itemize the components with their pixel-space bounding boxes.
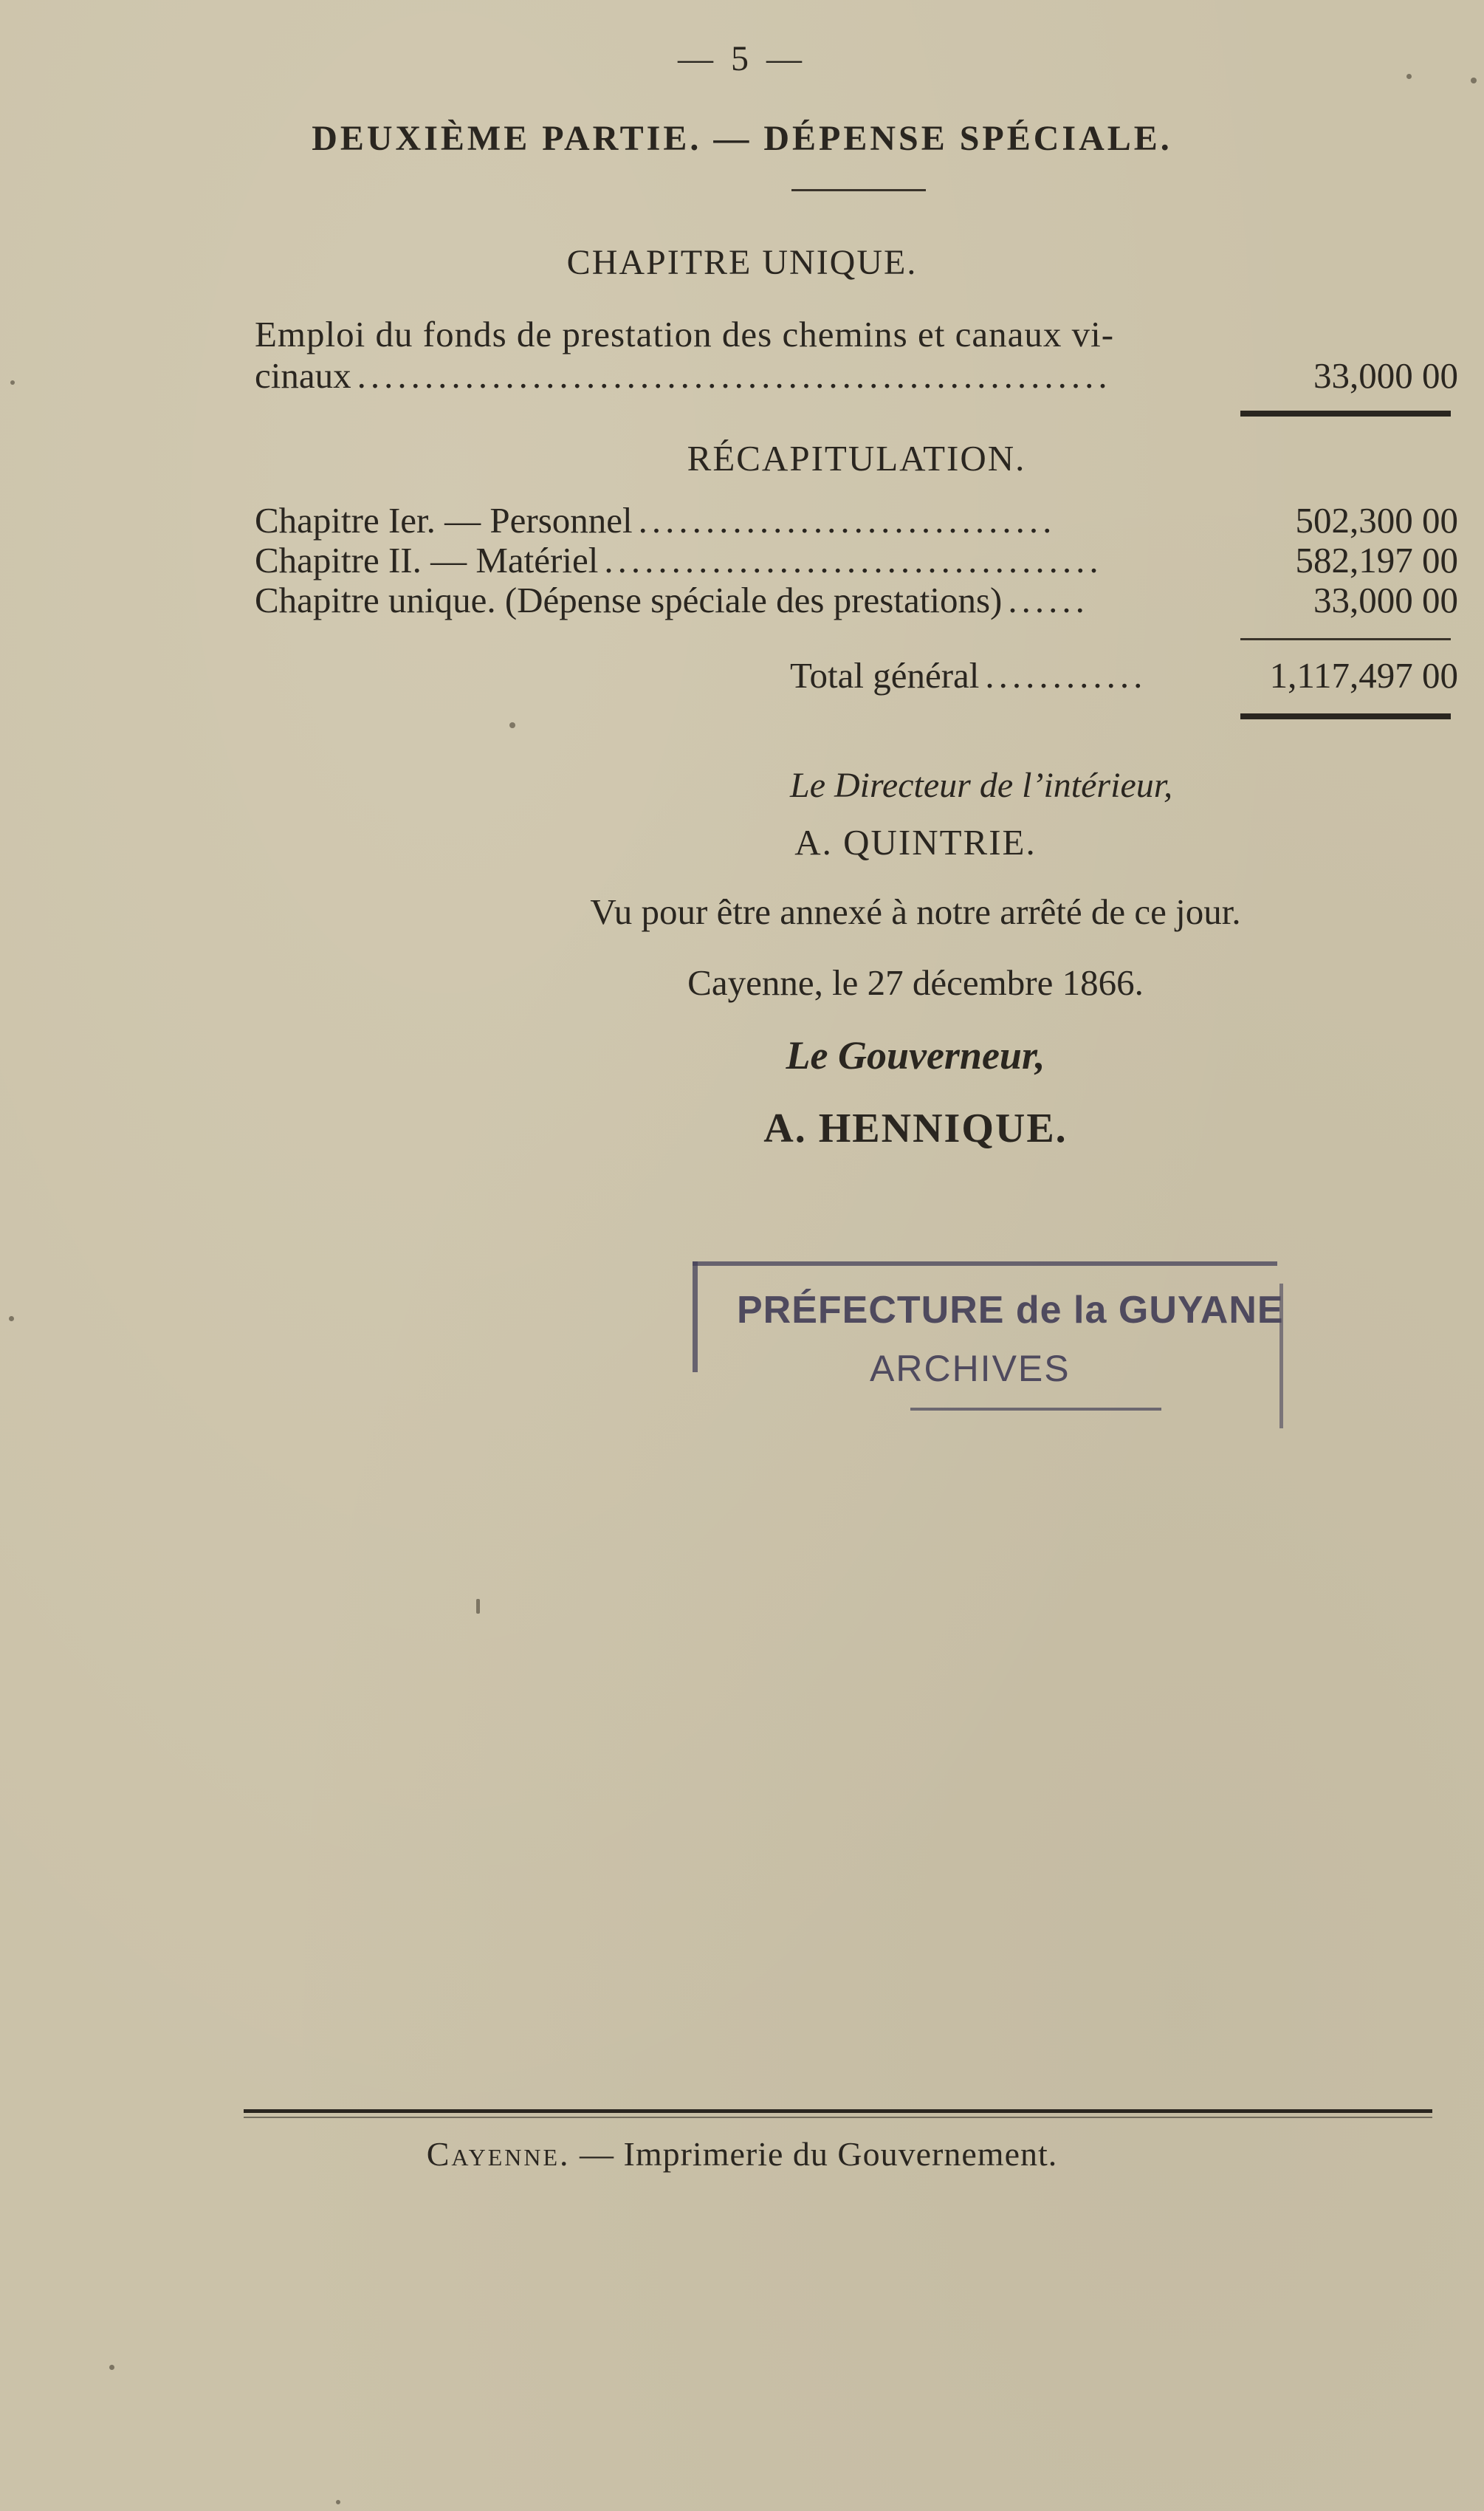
leader-dots: ........................................................: [357, 355, 1112, 396]
footer-city: Cayenne.: [426, 2135, 571, 2173]
leader-dots: ...............................: [638, 500, 1057, 541]
recap-title: RÉCAPITULATION.: [687, 438, 1026, 479]
recap-label: Chapitre unique. (Dépense spéciale des prestations): [255, 580, 1003, 620]
paper-speck: [9, 1316, 14, 1321]
directeur-name: A. QUINTRIE.: [794, 822, 1037, 863]
paper-speck: [336, 2500, 340, 2504]
recap-label: Chapitre Ier. — Personnel: [255, 500, 633, 541]
part-title: DEUXIÈME PARTIE. — DÉPENSE SPÉCIALE.: [312, 119, 1172, 158]
stamp-border-left: [693, 1261, 698, 1372]
total-row: [790, 654, 1458, 696]
footer-printer: — Imprimerie du Gouvernement.: [580, 2135, 1058, 2173]
total-underline: [1240, 713, 1451, 719]
leader-dots: ............: [985, 655, 1147, 696]
leader-dots: .....................................: [604, 540, 1103, 580]
recap-row: [255, 539, 1458, 581]
paper-speck: [509, 722, 515, 728]
paper-speck: [109, 2365, 114, 2370]
stamp-line2: ARCHIVES: [870, 1348, 1071, 1389]
emploi-amount: 33,000 00: [1313, 355, 1458, 396]
recap-label: Chapitre II. — Matériel: [255, 540, 599, 580]
leader-dots: ......: [1008, 580, 1089, 620]
footer-rule: [244, 2109, 1432, 2113]
amount-underline: [1240, 411, 1451, 417]
recap-amount: 502,300 00: [1295, 500, 1458, 541]
footer-rule-thin: [244, 2117, 1432, 2118]
paper-speck: [1471, 78, 1477, 83]
stamp-border-top: [693, 1261, 1277, 1266]
sum-rule: [1240, 638, 1451, 640]
recap-row: [255, 499, 1458, 541]
emploi-entry: [255, 354, 1458, 397]
total-label: Total général: [790, 655, 980, 696]
recap-amount: 582,197 00: [1295, 540, 1458, 580]
vu-line: Vu pour être annexé à notre arrêté de ce jour.: [590, 891, 1241, 932]
emploi-label: cinaux: [255, 355, 351, 396]
title-divider: [791, 189, 926, 191]
paper-speck: [10, 380, 15, 385]
recap-amount: 33,000 00: [1313, 580, 1458, 620]
stamp-line1: PRÉFECTURE de la GUYANE: [737, 1289, 1284, 1332]
gouverneur-name: A. HENNIQUE.: [763, 1106, 1068, 1151]
date-line: Cayenne, le 27 décembre 1866.: [687, 962, 1144, 1003]
chapter-title: CHAPITRE UNIQUE.: [566, 243, 918, 282]
gouverneur-label: Le Gouverneur,: [786, 1033, 1045, 1078]
emploi-line1: Emploi du fonds de prestation des chemins et canaux vi-: [255, 314, 1115, 354]
total-amount: 1,117,497 00: [1269, 655, 1458, 696]
page-number: — 5 —: [678, 39, 806, 78]
footer-imprint: [427, 2134, 1058, 2173]
stamp-underline: [910, 1408, 1161, 1411]
recap-row: [255, 579, 1458, 621]
directeur-label: Le Directeur de l’intérieur,: [790, 766, 1173, 805]
archives-stamp: [693, 1261, 1283, 1431]
paper-speck: [476, 1599, 480, 1614]
paper-speck: [1406, 74, 1412, 79]
